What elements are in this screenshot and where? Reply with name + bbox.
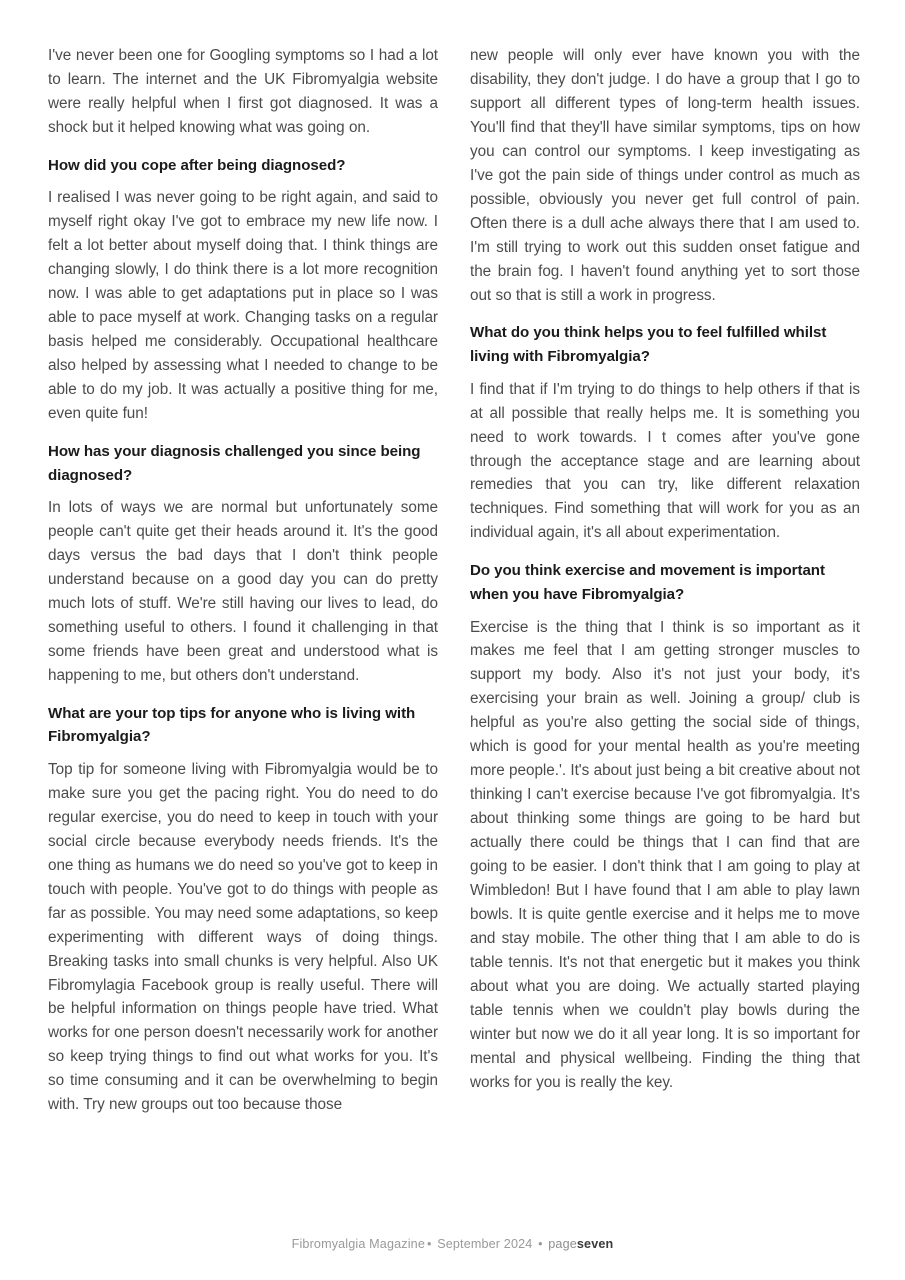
right-paragraph-3: Exercise is the thing that I think is so important as it makes me feel that I am getting stronger muscles to support my body. Also it's not just your body, it's exercising your brain as well. Joining a group/ club is helpful as you're also getting the social side of things, which is good for your mental health as you're meeting more people.'. It's about just being a bit creative about not thinking I can't exercise because I've got fibromyalgia. It's about thinking some things are going to be hard but actually there could be things that I can find that are going to be easier. I don't think that I am going to play at Wimbledon! But I have found that I am able to play lawn bowls. It is quite gentle exercise and it helps me to move and stay mobile. The other thing that I am able to do is table tennis. It's not that energetic but it makes you think about what you are doing. We actually started playing table tennis when we couldn't play bowls during the winter but now we do it all year long. It is so important for mental and physical wellbeing. Finding the thing that works for you is really the key.: [470, 618, 860, 1091]
right-paragraph-2: I find that if I'm trying to do things to help others if that is at all possible that really helps me. It is something you need to work towards. I t comes after you've gone through the acceptance stage and are learning about remedies that you can try, like different relaxation techniques. Find something that will work for you as an individual again, it's all about experimentation.: [470, 380, 860, 542]
spacer: [48, 749, 438, 758]
left-heading-how-has-your-diagnosis-challenged-you: How has your diagnosis challenged you since being diagnosed?: [48, 442, 421, 484]
left-paragraph-3-block: [48, 496, 438, 688]
right-paragraph-1: new people will only ever have known you with the disability, they don't judge. I do have a group that I go to support all different types of long-term health issues. You'll find that they'll have similar symptoms, tips on how you can control our symptoms. I keep investigating as I've got the pain side of things under control as much as possible, obviously you never get full control of pain. Often there is a dull ache always there that I am used to. I'm still trying to work out this sudden onset fatigue and the brain fog. I haven't found anything yet to sort those out so that is still a work in progress.: [470, 47, 860, 304]
left-paragraph-1: I've never been one for Googling symptoms so I had a lot to learn. The internet and the UK Fibromyalgia website were really helpful when I first got diagnosed. It was a shock but it helped knowing what was going on.: [48, 47, 438, 136]
left-paragraph-3: In lots of ways we are normal but unfortunately some people can't quite get their heads around it. It's the good days versus the bad days that I don't think people understand because on a good day you can do pretty much lots of stuff. We're still having our lives to lead, do something useful to others. I found it challenging in that some friends have been great and understood what is happening to me, but others don't understand.: [48, 499, 438, 684]
left-heading-top-tips: What are your top tips for anyone who is living with Fibromyalgia?: [48, 704, 416, 746]
right-heading-exercise-and-movement: Do you think exercise and movement is important when you have Fibromyalgia?: [470, 562, 825, 603]
right-paragraph-2-block: [470, 378, 860, 546]
spacer: [48, 140, 438, 154]
spacer: [470, 369, 860, 378]
two-column-body: [48, 44, 860, 1222]
spacer: [48, 177, 438, 186]
spacer: [48, 426, 438, 440]
left-paragraph-1-block: [48, 44, 438, 140]
left-heading-how-did-you-cope: How did you cope after being diagnosed?: [48, 156, 346, 174]
right-column: [470, 44, 860, 1222]
spacer: [470, 607, 860, 616]
left-column: [48, 44, 438, 1222]
left-paragraph-2-block: [48, 186, 438, 426]
left-paragraph-4-block: [48, 758, 438, 1117]
right-heading-feel-fulfilled: What do you think helps you to feel fulfilled whilst living with Fibromyalgia?: [470, 324, 827, 366]
spacer: [48, 688, 438, 702]
footer-separator-2: •: [538, 1237, 543, 1251]
footer-page-label: page: [548, 1237, 577, 1251]
footer-separator-1: •: [426, 1237, 432, 1251]
right-paragraph-1-block: [470, 44, 860, 307]
left-paragraph-2: I realised I was never going to be right again, and said to myself right okay I've got to embrace my new life now. I felt a lot better about myself doing that. I think things are changing slowly, I do think there is a lot more recognition now. I was able to get adaptations put in place so I was able to pace myself at work. Changing tasks on a regular basis helped me considerably. Occupational healthcare also helped by assessing what I needed to change to be able to do my job. It was actually a positive thing for me, even quite fun!: [48, 189, 438, 422]
spacer: [470, 545, 860, 559]
footer-issue-date: September 2024: [437, 1237, 533, 1251]
footer-publication: Fibromyalgia Magazine: [291, 1237, 425, 1251]
left-paragraph-4: Top tip for someone living with Fibromyalgia would be to make sure you get the pacing right. You do need to do regular exercise, you do need to keep in touch with your social circle because everybody needs friends. It's the one thing as humans we do need so you've got to keep in touch with people. You've got to do things with people as far as possible. You may need some adaptations, so keep experimenting with different ways of doing things. Breaking tasks into small chunks is very helpful. Also UK Fibromylagia Facebook group is really useful. There will be helpful information on things people have tried. What works for one person doesn't necessarily work for another so keep trying things to find out what works for you. It's so time consuming and it can be overwhelming to begin with. Try new groups out too because those: [48, 760, 439, 1114]
footer-page-number: seven: [576, 1237, 614, 1251]
right-paragraph-3-block: [470, 616, 860, 1095]
spacer: [470, 307, 860, 321]
spacer: [48, 487, 438, 496]
page-footer: [0, 1236, 905, 1252]
